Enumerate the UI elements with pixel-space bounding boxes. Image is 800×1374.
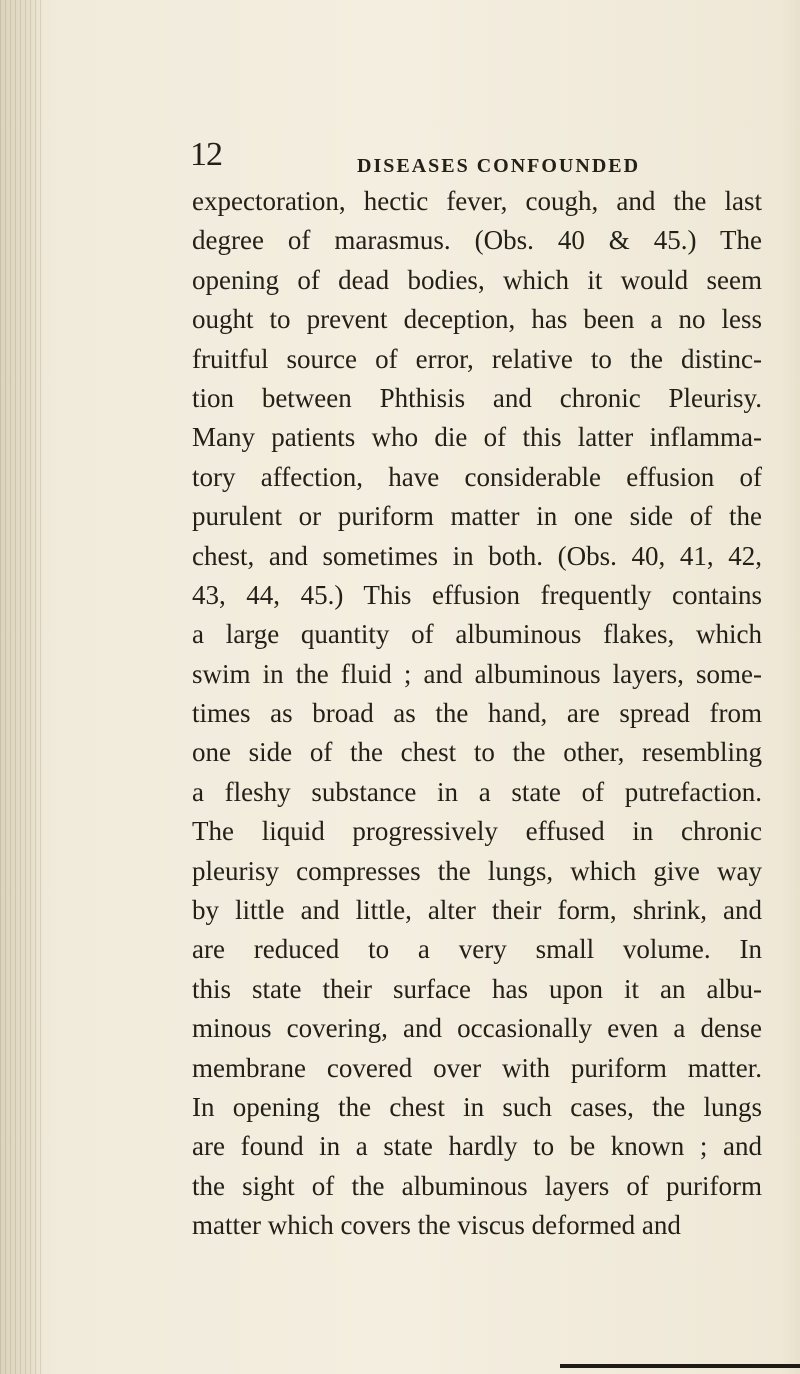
- text-line: are reduced to a very small volume. In: [192, 934, 762, 965]
- text-line: tory affection, have considerable effusion of: [192, 461, 762, 492]
- text-line: times as broad as the hand, are spread from: [192, 698, 762, 729]
- text-line: membrane covered over with puriform matter.: [192, 1052, 762, 1083]
- body-text: [192, 182, 762, 1246]
- text-line: degree of marasmus. (Obs. 40 & 45.) The: [192, 225, 762, 256]
- bottom-rule: [560, 1364, 800, 1368]
- text-line: fruitful source of error, relative to the distinc-: [192, 343, 762, 374]
- text-line: The liquid progressively effused in chronic: [192, 816, 762, 847]
- text-line: pleurisy compresses the lungs, which give way: [192, 855, 762, 886]
- text-line: a large quantity of albuminous flakes, which: [192, 619, 762, 650]
- text-line: expectoration, hectic fever, cough, and the last: [192, 186, 762, 216]
- book-gutter: [0, 0, 44, 1374]
- text-line: are found in a state hardly to be known ; and: [192, 1131, 762, 1162]
- text-line: matter which covers the viscus deformed and: [192, 1210, 681, 1241]
- running-head: DISEASES CONFOUNDED: [357, 155, 641, 177]
- page-header: [190, 138, 770, 178]
- text-line: purulent or puriform matter in one side of the: [192, 501, 762, 532]
- text-line: In opening the chest in such cases, the lungs: [192, 1091, 762, 1122]
- text-line: minous covering, and occasionally even a dense: [192, 1013, 762, 1044]
- text-line: opening of dead bodies, which it would seem: [192, 264, 762, 295]
- text-line: by little and little, alter their form, shrink, and: [192, 895, 762, 926]
- text-line: swim in the fluid ; and albuminous layers, some-: [192, 658, 762, 689]
- text-line: Many patients who die of this latter inflamma-: [192, 422, 762, 453]
- text-line: this state their surface has upon it an albu-: [192, 973, 762, 1004]
- text-line: tion between Phthisis and chronic Pleurisy.: [192, 382, 762, 413]
- text-line: ought to prevent deception, has been a no less: [192, 304, 762, 335]
- text-line: a fleshy substance in a state of putrefaction.: [192, 776, 762, 807]
- text-line: 43, 44, 45.) This effusion frequently contains: [192, 579, 762, 610]
- text-line: the sight of the albuminous layers of puriform: [192, 1170, 762, 1201]
- page-number: 12: [190, 136, 222, 173]
- text-line: one side of the chest to the other, resembling: [192, 737, 762, 768]
- text-line: chest, and sometimes in both. (Obs. 40, 41, 42,: [192, 540, 762, 571]
